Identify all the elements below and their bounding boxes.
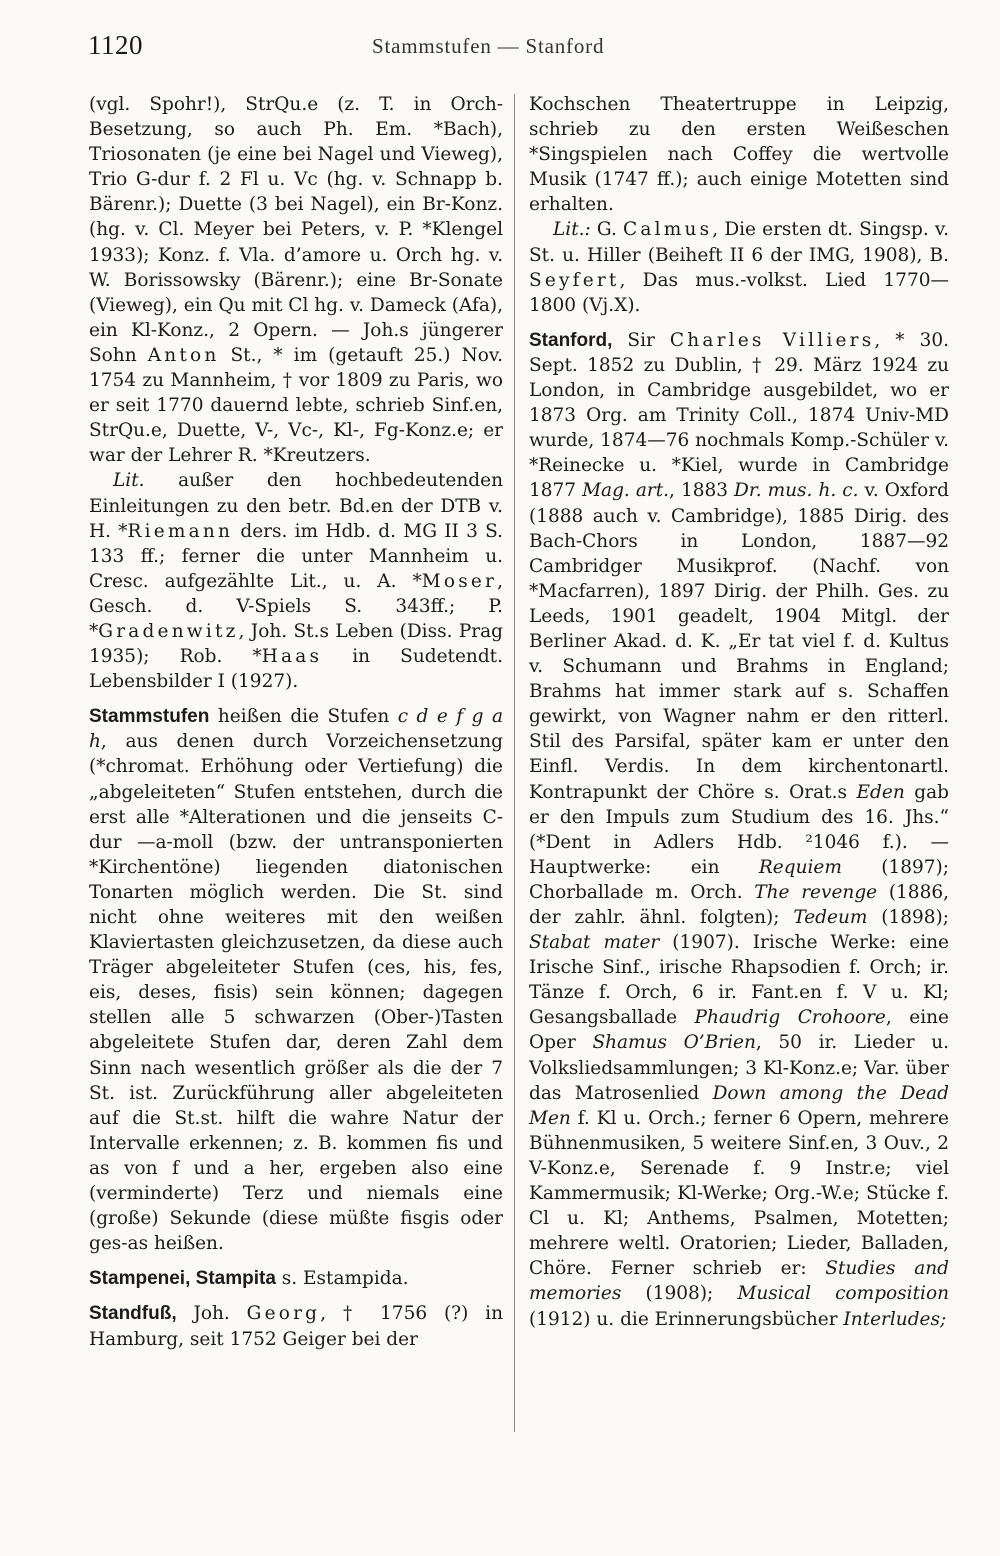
running-head: Stammstufen — Stanford [372, 34, 605, 58]
page-number: 1120 [88, 30, 143, 60]
entry-stampenei: Stampenei, Stampita s. Estampida. [89, 1268, 409, 1290]
lemma-stammstufen: Stammstufen [89, 706, 210, 728]
literature-standfuss: Lit.: G. Calmus, Die ersten dt. Singsp. v. St. u. Hiller (Beiheft II 6 der IMG, 1908), B. Seyfert, Das mus.-volkst. Lied 1770—1800 (Vj.X). [529, 219, 949, 316]
left-column [89, 92, 503, 1352]
standfuss-continuation: Kochschen Theatertruppe in Leipzig, schrieb zu den ersten Weißeschen *Singspielen nach Coffey die wertvolle Musik (1747 ff.); auch einige Motetten sind erhalten. [529, 94, 949, 216]
lit-label: Lit. [113, 470, 145, 492]
column-divider [514, 94, 515, 1432]
literature-stamitz: Lit. außer den hochbedeutenden Einleitungen zu den betr. Bd.en der DTB v. H. *Riemann ders. im Hdb. d. MG II 3 S. 133 ff.; ferner die unter Mannheim u. Cresc. aufgezählte Lit., u. A. *Moser, Gesch. d. V-Spiels S. 343ff.; P. *Gradenwitz, Joh. St.s Leben (Diss. Prag 1935); Rob. *Haas in Sudetendt. Lebensbilder I (1927). [89, 470, 503, 693]
entry-standfuss: Standfuß, Joh. Georg, † 1756 (?) in Hamburg, seit 1752 Geiger bei der [89, 1303, 503, 1350]
entry-stammstufen: Stammstufen heißen die Stufen c d e f g a h, aus denen durch Vorzeichensetzung (*chromat. Erhöhung oder Vertiefung) die „abgeleiteten“ Stufen entstehen, durch die erst alle *Alterationen und die jenseits C-dur —a-moll (bzw. der untransponierten *Kirchentöne) liegenden diatonischen Tonarten möglich werden. Die St. sind nicht ohne weiteres mit den weißen Klaviertasten gleichzusetzen, da diese auch Träger abgeleiteter Stufen (ces, his, fes, eis, deses, fisis) sein können; dagegen stellen alle 5 schwarzen (Ober-)Tasten abgeleitete Stufen dar, deren Zahl dem Sinn nach wesentlich größer als die der 7 St. ist. Zurückführung aller abgeleiteten auf die St.st. hilft die wahre Natur der Intervalle erkennen; z. B. kommen fis und as von f und a her, ergeben also eine (verminderte) Terz und niemals eine (große) Sekunde (diese müßte fisgis oder ges-as heißen. [89, 706, 503, 1255]
right-column [529, 92, 949, 1332]
lit-label: Lit.: [553, 219, 591, 241]
lemma-standfuss: Standfuß, [89, 1303, 177, 1325]
entry-stanford: Stanford, Sir Charles Villiers, * 30. Sept. 1852 zu Dublin, † 29. März 1924 zu London, in Cambridge ausgebildet, wo er 1873 Org. am Trinity Coll., 1874 Univ-MD wurde, 1874—76 nochmals Komp.-Schüler v. *Reinecke u. *Kiel, wurde in Cambridge 1877 Mag. art., 1883 Dr. mus. h. c. v. Oxford (1888 auch v. Cambridge), 1885 Dirig. des Bach-Chors in London, 1887—92 Cambridger Musikprof. (Nachf. von *Macfarren), 1897 Dirig. der Philh. Ges. zu Leeds, 1901 geadelt, 1904 Mitgl. der Berliner Akad. d. K. „Er tat viel f. d. Kultus v. Schumann und Brahms in England; Brahms hat immer stark auf s. Schaffen gewirkt, von Wagner nahm er den ritterl. Stil des Parsifal, später kam er unter den Einfl. Verdis. In dem kirchentonartl. Kontrapunkt der Chöre s. Orat.s Eden gab er den Impuls zum Studium des 16. Jhs.“ (*Dent in Adlers Hdb. ²1046 f.). — Hauptwerke: ein Requiem (1897); Chorballade m. Orch. The revenge (1886, der zahlr. ähnl. folgten); Tedeum (1898); Stabat mater (1907). Irische Werke: eine Irische Sinf., irische Rhapsodien f. Orch; ir. Tänze f. Orch, 6 ir. Fant.en f. V u. Kl; Gesangsballade Phaudrig Crohoore, eine Oper Shamus O’Brien, 50 ir. Lieder u. Volksliedsammlungen; 3 Kl-Konz.e; Var. über das Matrosenlied Down among the Dead Men f. Kl u. Orch.; ferner 6 Opern, mehrere Bühnenmusiken, 5 weitere Sinf.en, 3 Ouv., 2 V-Konz.e, Serenade f. 9 Instr.e; viel Kammermusik; Kl-Werke; Org.-W.e; Stücke f. Cl u. Kl; Anthems, Psalmen, Motetten; mehrere weltl. Oratorien; Lieder, Balladen, Chöre. Ferner schrieb er: Studies and memories (1908); Musical composition (1912) u. die Erinnerungsbücher Interludes; [529, 329, 950, 1330]
page-header [0, 30, 1000, 64]
lemma-stanford: Stanford, [529, 329, 613, 351]
spohr-continuation: (vgl. Spohr!), StrQu.e (z. T. in Orch-Besetzung, so auch Ph. Em. *Bach), Triosonaten (je eine bei Nagel und Vieweg), Trio G-dur f. 2 Fl u. Vc (hg. v. Schnapp b. Bärenr.); Duette (3 bei Nagel), ein Br-Konz. (hg. v. Cl. Meyer bei Peters, v. P. *Klengel 1933); Konz. f. Vla. d’amore u. Orch hg. v. W. Borissowsky (Bärenr.); eine Br-Sonate (Vieweg), ein Qu mit Cl hg. v. Dameck (Afa), ein Kl-Konz., 2 Opern. — Joh.s jüngerer Sohn Anton St., * im (getauft 25.) Nov. 1754 zu Mannheim, † vor 1809 zu Paris, wo er seit 1770 dauernd lebte, schrieb Sinf.en, StrQu.e, Duette, V-, Vc-, Kl-, Fg-Konz.e; er war der Lehrer R. *Kreutzers. [89, 94, 503, 467]
lemma-stampenei: Stampenei, Stampita [89, 1268, 276, 1290]
